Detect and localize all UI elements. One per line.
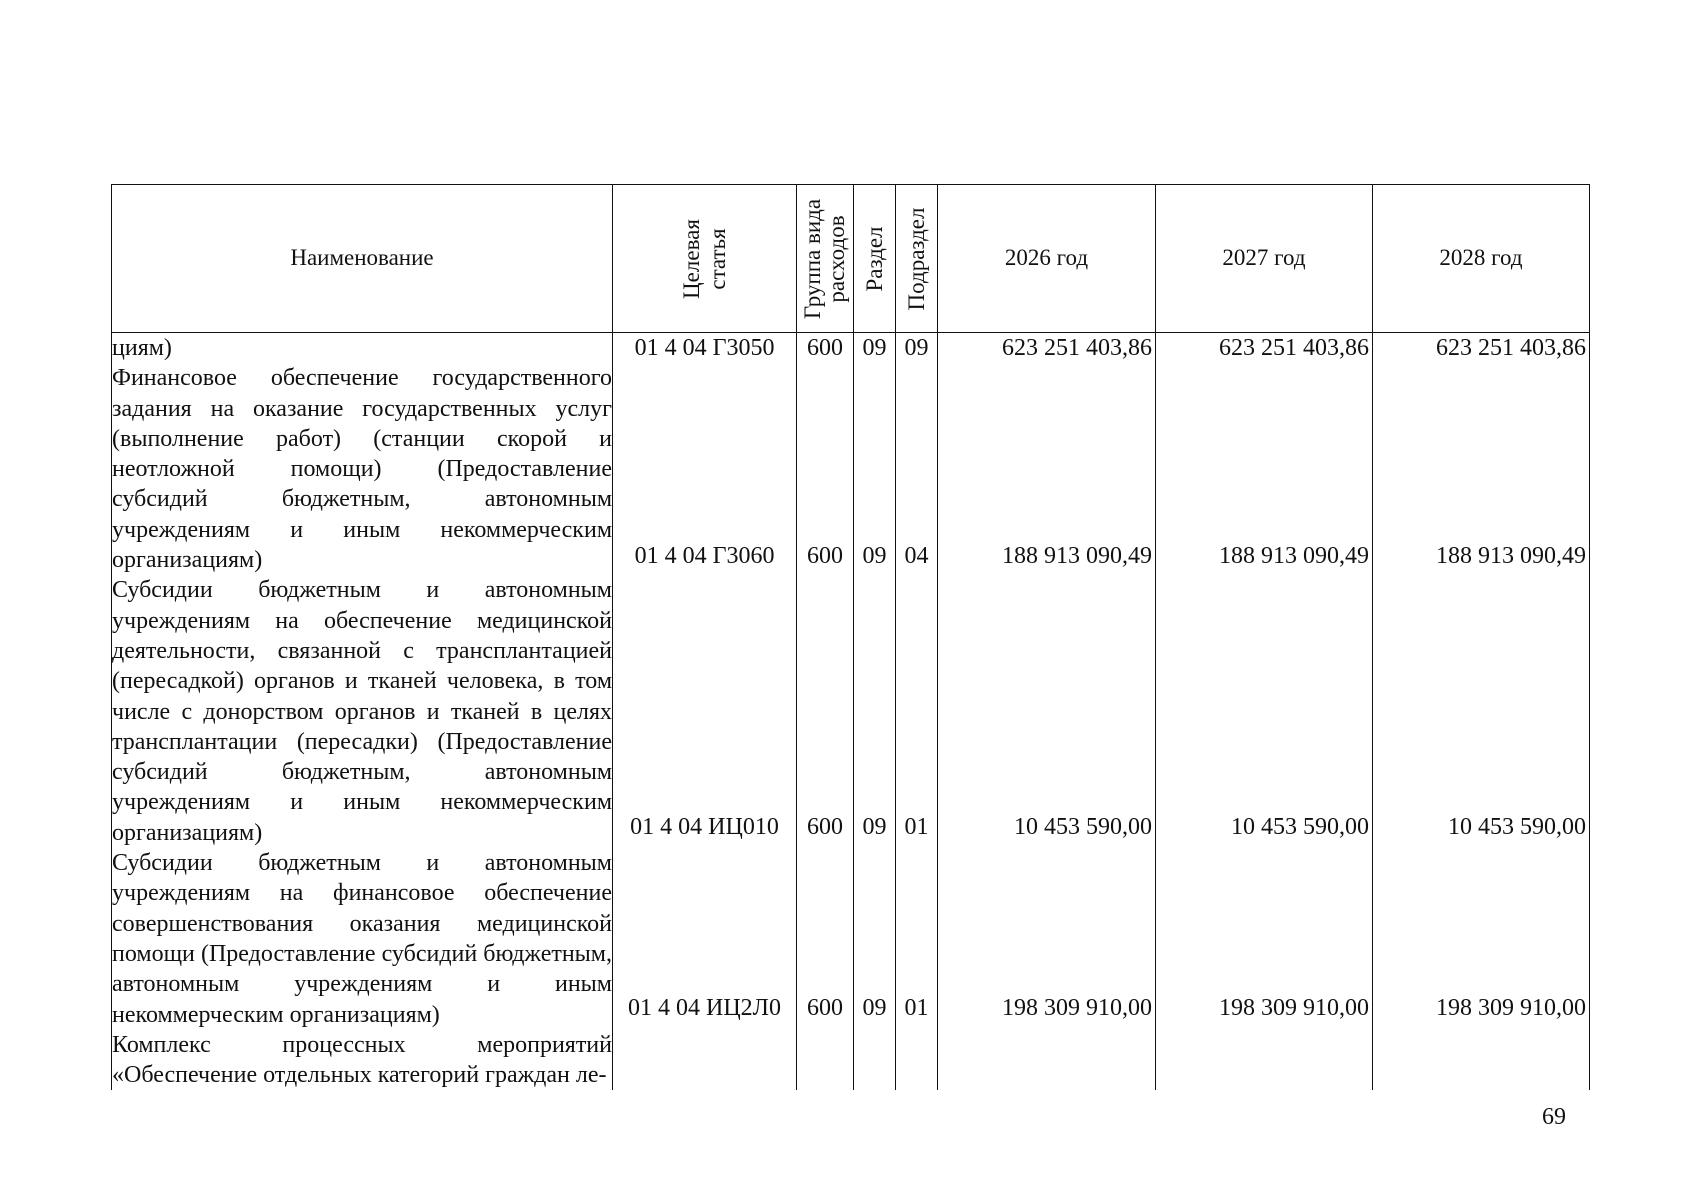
budget-table xyxy=(111,184,1590,1090)
amount-2026-column xyxy=(938,333,1156,1091)
header-2027: 2027 год xyxy=(1156,185,1373,333)
row-section: 09 xyxy=(862,814,887,840)
amount-2028-column xyxy=(1373,333,1590,1091)
amount-2027: 188 913 090,49 xyxy=(1219,543,1369,569)
amount-2027-column xyxy=(1156,333,1373,1091)
row-section: 09 xyxy=(862,543,887,569)
subsection-column xyxy=(896,333,938,1091)
row-subsection: 04 xyxy=(904,543,929,569)
row-group: 600 xyxy=(807,335,843,361)
amount-2028: 188 913 090,49 xyxy=(1436,543,1586,569)
row-section: 09 xyxy=(862,995,887,1021)
amount-2027: 198 309 910,00 xyxy=(1219,995,1369,1021)
section-column xyxy=(854,333,896,1091)
amount-2026: 623 251 403,86 xyxy=(1002,335,1152,361)
amount-2026: 10 453 590,00 xyxy=(1014,814,1152,840)
header-target-article: Целевая статья xyxy=(678,218,730,299)
row-section: 09 xyxy=(862,335,887,361)
row-group: 600 xyxy=(807,543,843,569)
header-expense-group: Группа вида расходов xyxy=(800,198,849,319)
row-subsection: 01 xyxy=(904,814,929,840)
header-section: Раздел xyxy=(861,225,887,292)
amount-2027: 10 453 590,00 xyxy=(1231,814,1369,840)
header-subsection: Подраздел xyxy=(903,207,929,310)
page-number: 69 xyxy=(1542,1104,1566,1130)
code-column xyxy=(613,333,797,1091)
amount-2026: 198 309 910,00 xyxy=(1002,995,1152,1021)
amount-2028: 623 251 403,86 xyxy=(1436,335,1586,361)
row-code: 01 4 04 Г3060 xyxy=(634,543,775,569)
name-text: Комплекс процессных мероприятий «Обеспечение отдельных категорий граждан ле- xyxy=(112,1031,612,1089)
table-body-row xyxy=(112,333,1590,1091)
row-group: 600 xyxy=(807,814,843,840)
row-group: 600 xyxy=(807,995,843,1021)
header-2028: 2028 год xyxy=(1373,185,1590,333)
amount-2028: 198 309 910,00 xyxy=(1436,995,1586,1021)
table-header-row xyxy=(112,185,1590,333)
amount-2028: 10 453 590,00 xyxy=(1448,814,1586,840)
header-name: Наименование xyxy=(112,185,613,333)
row-code: 01 4 04 ИЦ010 xyxy=(630,814,779,840)
names-column xyxy=(112,333,613,1091)
header-2026: 2026 год xyxy=(938,185,1156,333)
name-text: Субсидии бюджетным и автономным учреждениям на финансовое обеспечение совершенствования оказания медицинской помощи (Предоставление субсидий бюджетным, автономным учреждениям и иным некоммерческим организациям) xyxy=(112,850,612,1028)
group-column xyxy=(797,333,854,1091)
row-subsection: 01 xyxy=(904,995,929,1021)
amount-2027: 623 251 403,86 xyxy=(1219,335,1369,361)
name-text: Субсидии бюджетным и автономным учреждениям на обеспечение медицинской деятельности, связанной с трансплантацией (пересадкой) органов и тканей человека, в том числе с донорством органов и тканей в целях трансплантации (пересадки) (Предоставление субсидий бюджетным, автономным учреждениям и иным некоммерческим организациям) xyxy=(112,577,612,846)
row-code: 01 4 04 Г3050 xyxy=(634,335,775,361)
row-code: 01 4 04 ИЦ2Л0 xyxy=(628,995,781,1021)
name-text: циям) xyxy=(112,335,172,361)
name-text: Финансовое обеспечение государственного задания на оказание государственных услуг (выполнение работ) (станции скорой и неотложной помощи) (Предоставление субсидий бюджетным, автономным учреждениям и иным некоммерческим организациям) xyxy=(112,365,612,574)
amount-2026: 188 913 090,49 xyxy=(1002,543,1152,569)
row-subsection: 09 xyxy=(904,335,929,361)
